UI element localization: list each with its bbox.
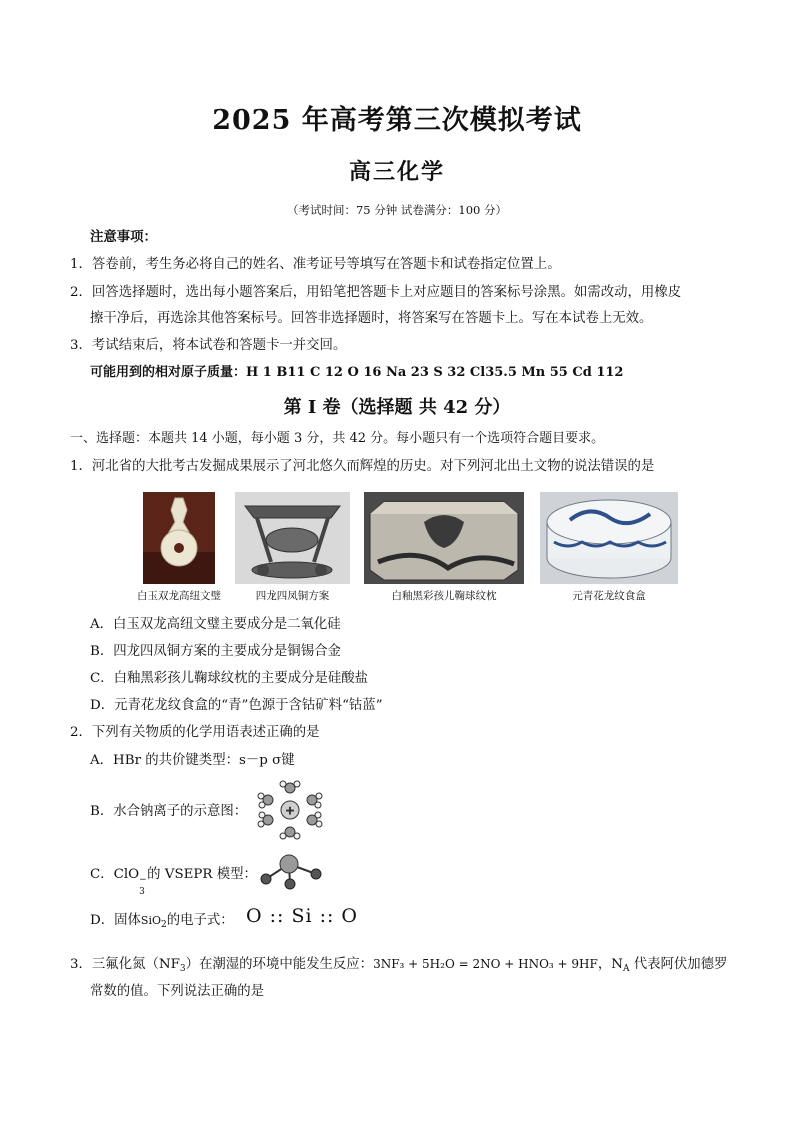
notes-heading: 注意事项： <box>90 229 157 245</box>
question-1-stem: 1．河北省的大批考古发掘成果展示了河北悠久而辉煌的历史。对下列河北出土文物的说法错误的是 <box>70 459 655 474</box>
q2-option-a-label: A．HBr 的共价键类型： <box>90 753 239 768</box>
exam-subtitle: 高三化学 <box>348 159 445 185</box>
note-item-2-cont: 擦干净后，再选涂其他答案标号。回答非选择题时，将答案写在答题卡上。写在本试卷上无效。 <box>90 311 653 326</box>
caption-2: 四龙四凤铜方案 <box>255 590 330 602</box>
note-item-1: 1．答卷前，考生务必将自己的姓名、准考证号等填写在答题卡和试卷指定位置上。 <box>70 257 561 272</box>
q1-option-c: C．白釉黑彩孩儿鞠球纹枕的主要成分是硅酸盐 <box>90 671 369 686</box>
exam-title: 2025 年高考第三次模拟考试 <box>212 105 582 136</box>
note-item-3: 3．考试结束后，将本试卷和答题卡一并交回。 <box>70 338 347 353</box>
q2-option-a-value: s－p σ键 <box>238 753 295 768</box>
q2-option-c-sup: − <box>139 875 147 885</box>
q1-option-a: A．白玉双龙高纽文璧主要成分是二氧化硅 <box>90 617 341 632</box>
section-title: 第 I 卷（选择题 共 42 分） <box>283 397 511 418</box>
question-3-line-2: 常数的值。下列说法正确的是 <box>90 984 265 999</box>
question-3-line-1 <box>70 955 727 978</box>
q2-option-a <box>90 752 295 770</box>
q2-option-d <box>90 912 234 934</box>
note-item-2: 2．回答选择题时，选出每小题答案后，用铅笔把答题卡上对应题目的答案标号涂黑。如需改动，用橡皮 <box>70 285 682 300</box>
blue-white-box-image <box>540 492 678 584</box>
q2-option-d-sub: 2 <box>161 920 167 930</box>
ceramic-pillow-image <box>364 492 524 584</box>
q2-option-c-formula: ClO <box>113 867 140 882</box>
atomic-masses: 可能用到的相对原子质量：H 1 B11 C 12 O 16 Na 23 S 32 Cl35.5 Mn 55 Cd 112 <box>90 365 624 380</box>
q1-option-b: B．四龙四凤铜方案的主要成分是铜锡合金 <box>90 644 341 659</box>
svg-text:+: + <box>285 804 295 817</box>
q3-sub-na: A <box>622 964 630 974</box>
lewis-structure: O :: Si :: O <box>246 905 359 927</box>
q1-option-d: D．元青花龙纹食盒的“青”色源于含钴矿料“钴蓝” <box>90 698 383 713</box>
q3-sub-a: 3 <box>179 964 186 974</box>
caption-4: 元青花龙纹食盒 <box>572 590 646 602</box>
caption-3: 白釉黑彩孩儿鞠球纹枕 <box>391 590 497 602</box>
q2-option-b: B．水合钠离子的示意图： <box>90 804 248 819</box>
q2-option-c-label: C． <box>90 867 114 882</box>
q3-text-a: 3．三氟化氮（NF <box>70 957 180 972</box>
section-intro: 一、选择题：本题共 14 小题，每小题 3 分，共 42 分。每小题只有一个选项符合题目要求。 <box>70 431 605 446</box>
q2-option-c <box>90 866 257 897</box>
exam-meta: （考试时间：75 分钟 试卷满分：100 分） <box>286 203 508 217</box>
q3-text-c: ，N <box>597 957 623 972</box>
caption-1: 白玉双龙高纽文璧 <box>137 590 221 602</box>
q2-option-d-suffix: 的电子式： <box>166 913 234 928</box>
q3-text-d: 代表阿伏加德罗 <box>629 957 728 972</box>
q3-equation: 3NF₃ + 5H₂O = 2NO + HNO₃ + 9HF <box>373 957 598 971</box>
q3-text-b: ）在潮湿的环境中能发生反应： <box>185 957 374 972</box>
q2-option-d-label: D．固体 <box>90 913 141 928</box>
vsepr-model-diagram <box>256 852 326 892</box>
bronze-table-image <box>235 492 350 584</box>
q2-option-c-sub: 3 <box>139 887 145 897</box>
q2-option-c-suffix: 的 VSEPR 模型： <box>147 867 257 882</box>
question-2-stem: 2．下列有关物质的化学用语表述正确的是 <box>70 725 320 740</box>
hydrated-sodium-ion-diagram <box>254 780 326 840</box>
q2-option-d-formula: SiO <box>140 914 161 927</box>
jade-bi-image <box>143 492 215 584</box>
